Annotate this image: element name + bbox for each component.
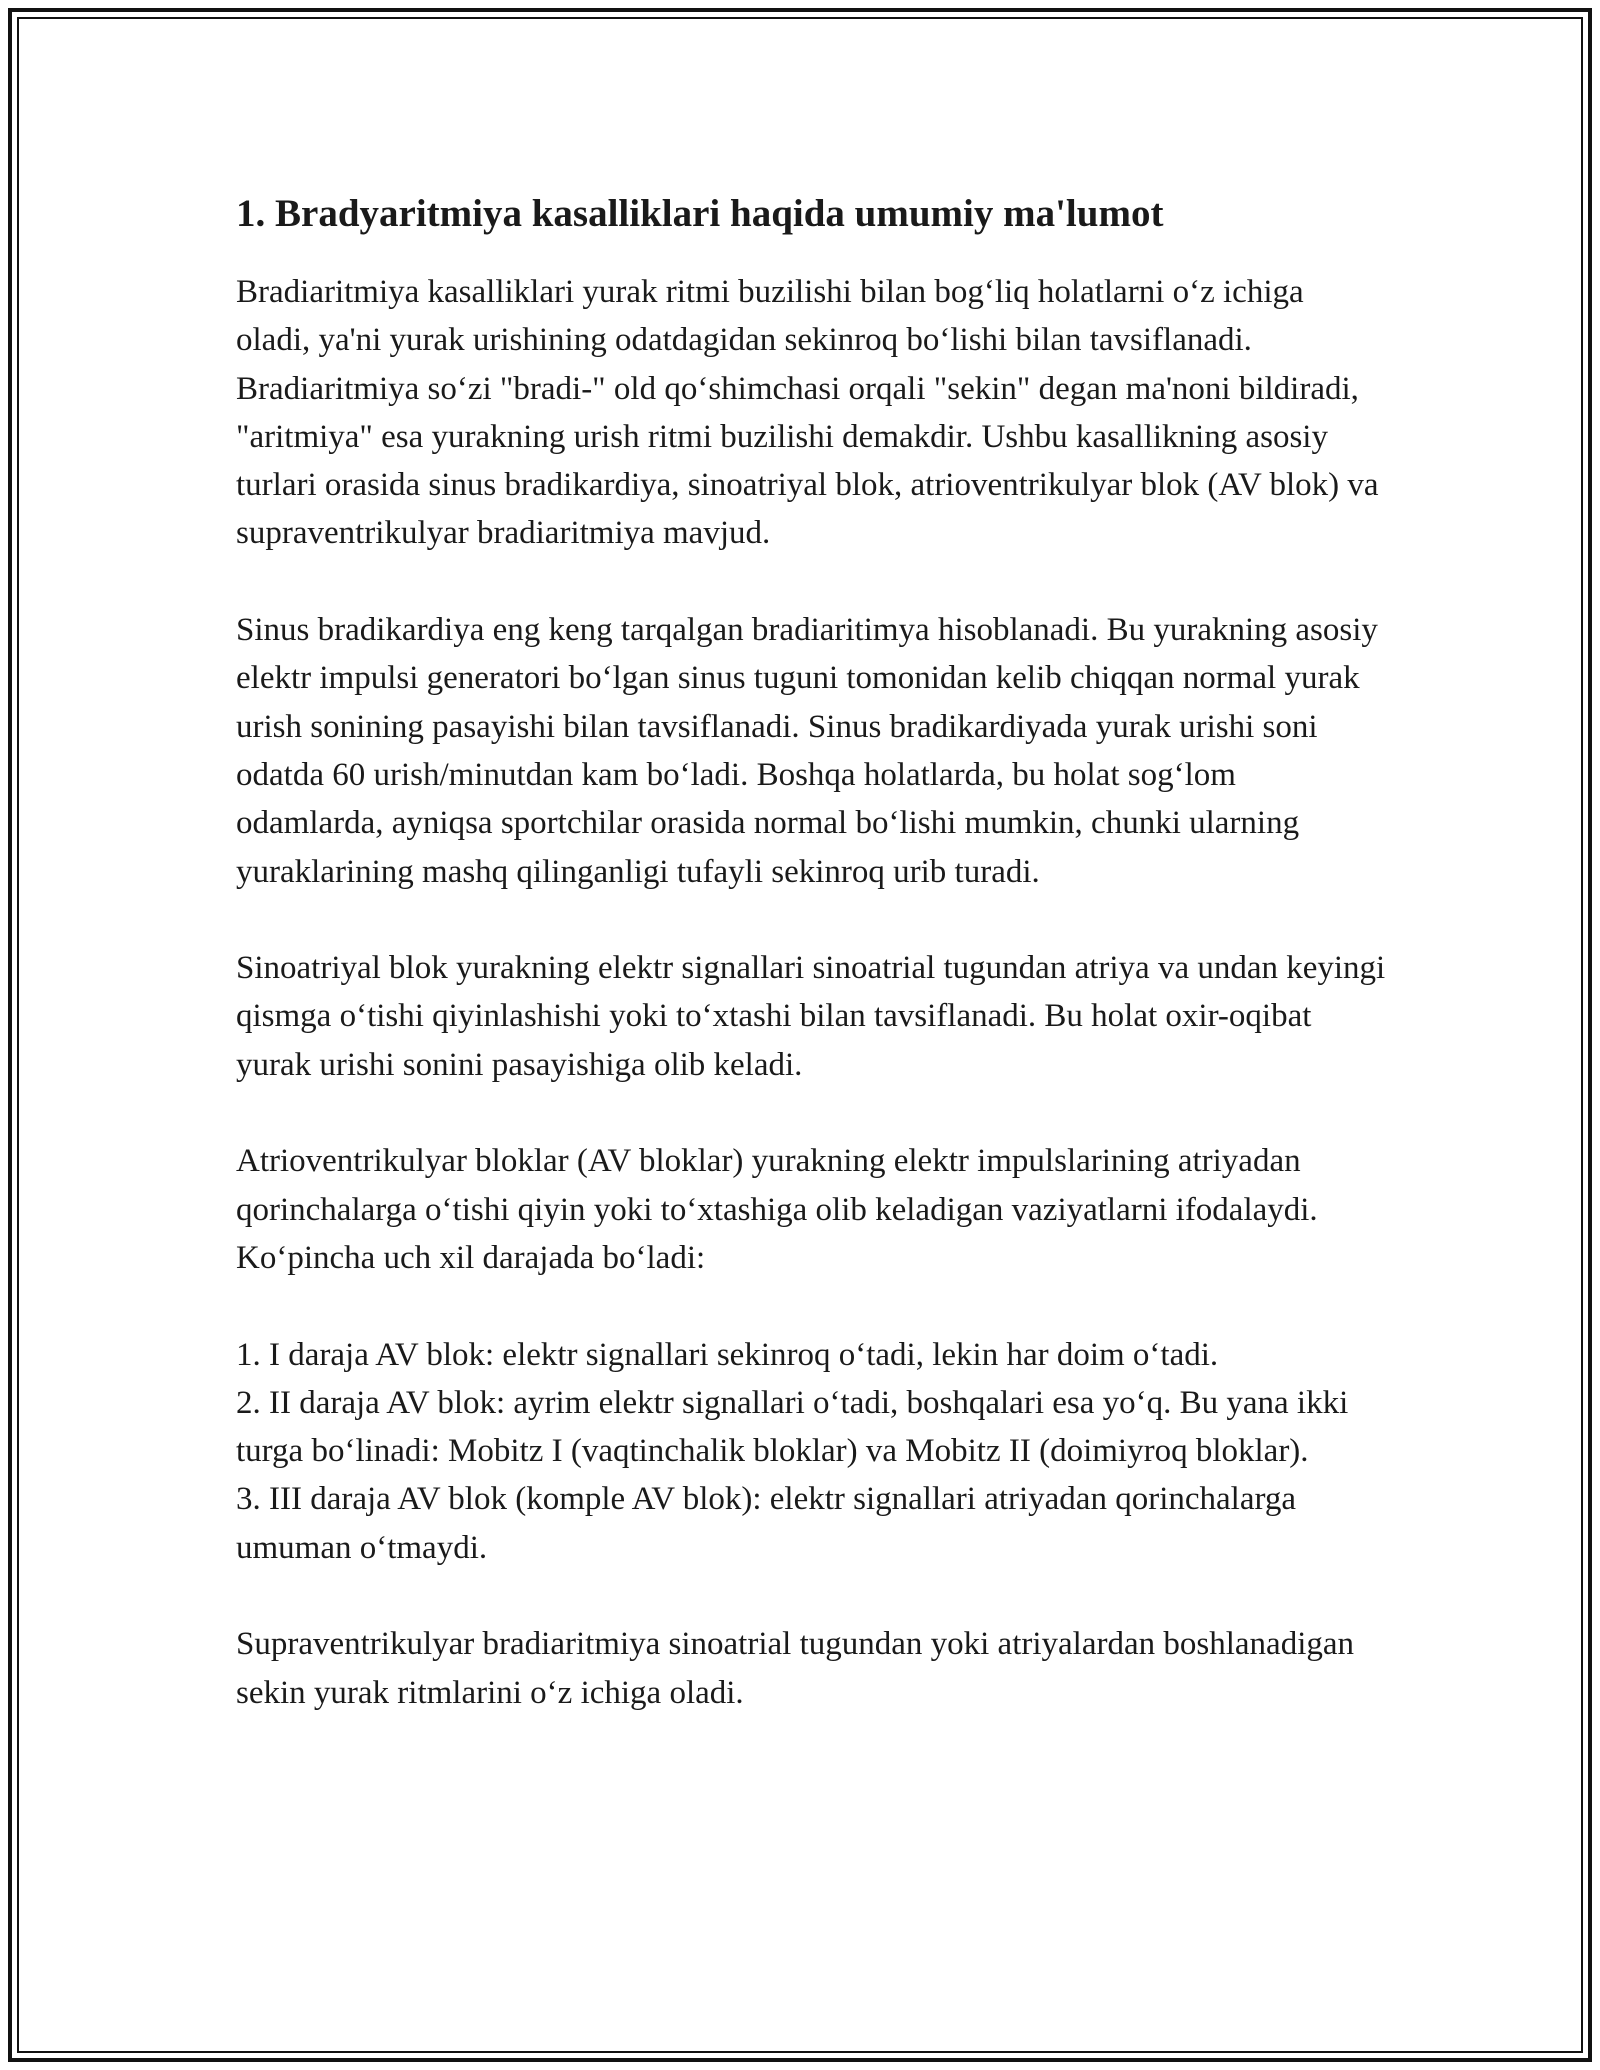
paragraph-av-block: Atrioventrikulyar bloklar (AV bloklar) yurakning elektr impulslarining atriyadan qorinchalarga o‘tishi qiyin yoki to‘xtashiga olib keladigan vaziyatlarni ifodalaydi. Ko‘pincha uch xil darajada bo‘ladi: [236,1143,1318,1276]
paragraph-intro: Bradiaritmiya kasalliklari yurak ritmi buzilishi bilan bog‘liq holatlarni o‘z ichiga oladi, ya'ni yurak urishining odatdagidan sekinroq bo‘lishi bilan tavsiflanadi. Bradiaritmiya so‘zi "bradi-" old qo‘shimchasi orqali "sekin" degan ma'noni bildiradi, "aritmiya" esa yurakning urish ritmi buzilishi demakdir. Ushbu kasallikning asosiy turlari orasida sinus bradikardiya, sinoatriyal blok, atrioventrikulyar blok (AV blok) va supraventrikulyar bradiaritmiya mavjud. [236,274,1379,552]
list-item: 1. I daraja AV blok: elektr signallari sekinroq o‘tadi, lekin har doim o‘tadi. [236,1336,1219,1373]
paragraph-supraventricular: Supraventrikulyar bradiaritmiya sinoatrial tugundan yoki atriyalardan boshlanadigan sekin yurak ritmlarini o‘z ichiga oladi. [236,1626,1355,1711]
paragraph-sinoatrial-block: Sinoatriyal blok yurakning elektr signallari sinoatrial tugundan atriya va undan keyingi qismga o‘tishi qiyinlashishi yoki to‘xtashi bilan tavsiflanadi. Bu holat oxir-oqibat yurak urishi sonini pasayishiga olib keladi. [236,950,1386,1083]
av-block-degree-list [236,1331,1386,1572]
list-item: 2. II daraja AV blok: ayrim elektr signallari o‘tadi, boshqalari esa yo‘q. Bu yana ikki turga bo‘linadi: Mobitz I (vaqtinchalik bloklar) va Mobitz II (doimiyroq bloklar). [236,1384,1349,1470]
section-title: 1. Bradyaritmiya kasalliklari haqida umumiy ma'lumot [236,192,1164,235]
paragraph-sinus-bradycardia: Sinus bradikardiya eng keng tarqalgan bradiaritimya hisoblanadi. Bu yurakning asosiy elektr impulsi generatori bo‘lgan sinus tuguni tomonidan kelib chiqqan normal yurak urish sonining pasayishi bilan tavsiflanadi. Sinus bradikardiyada yurak urishi soni odatda 60 urish/minutdan kam bo‘ladi. Boshqa holatlarda, bu holat sog‘lom odamlarda, ayniqsa sportchilar orasida normal bo‘lishi mumkin, chunki ularning yuraklarining mashq qilinganligi tufayli sekinroq urib turadi. [236,612,1378,890]
list-item: 3. III daraja AV blok (komple AV blok): elektr signallari atriyadan qorinchalarga umuman o‘tmaydi. [236,1481,1297,1566]
document-body [236,186,1386,1765]
